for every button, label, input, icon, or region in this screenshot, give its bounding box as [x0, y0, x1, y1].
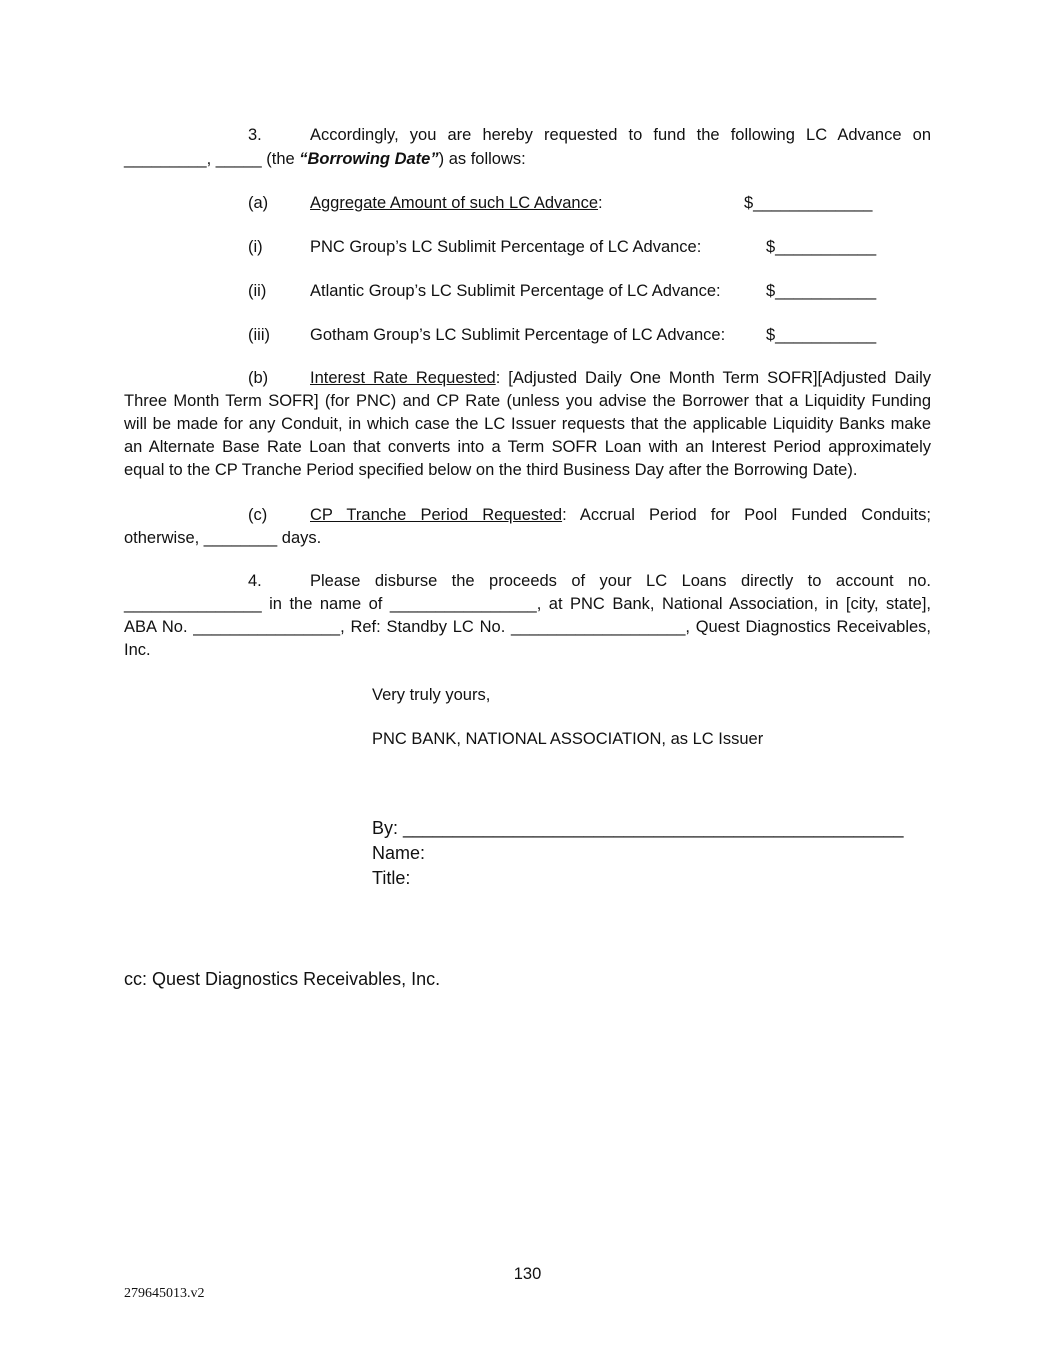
signature-by-line: By: __________________________________________________	[372, 818, 904, 838]
section-3-text: Accordingly, you are hereby requested to fund the following LC Advance on	[310, 126, 931, 144]
section-b-line-5: equal to the CP Tranche Period specified below on the third Business Day after the Borrowing Date).	[124, 461, 858, 479]
section-3-line-2: _________, _____ (the “Borrowing Date”) as follows:	[124, 150, 526, 168]
date-blank: _________, _____	[124, 150, 262, 168]
section-b-line-4: an Alternate Base Rate Loan that converts into a Term SOFR Loan with an Interest Period approximately	[124, 438, 931, 456]
section-c-heading: CP Tranche Period Requested	[310, 506, 563, 524]
section-4-line-4: Inc.	[124, 641, 151, 659]
section-4-line-2: _______________ in the name of ________________, at PNC Bank, National Association, in [city, state],	[124, 595, 931, 613]
section-b-heading: Interest Rate Requested	[310, 369, 496, 387]
section-c-label: (c)	[248, 506, 268, 524]
section-4-line-3: ABA No. ________________, Ref: Standby LC No. ___________________, Quest Diagnostics Receivables,	[124, 618, 931, 636]
item-a-label: (a)	[248, 194, 269, 212]
signature-title-line: Title:	[372, 868, 411, 888]
borrowing-date-term: “Borrowing Date”	[299, 150, 439, 168]
section-b-line-2: Three Month Term SOFR] (for PNC) and CP Rate (unless you advise the Borrower that a Liquidity Funding	[124, 392, 931, 410]
section-b-paragraph	[124, 367, 931, 482]
closing-signer: PNC BANK, NATIONAL ASSOCIATION, as LC Issuer	[372, 730, 764, 748]
item-iii-label: (iii)	[248, 326, 270, 344]
signature-name-line: Name:	[372, 843, 426, 863]
section-c-paragraph	[124, 504, 931, 550]
item-ii-label: (ii)	[248, 282, 267, 300]
cc-line: cc: Quest Diagnostics Receivables, Inc.	[124, 969, 441, 989]
section-3-number: 3.	[248, 126, 262, 144]
item-ii-text: Atlantic Group’s LC Sublimit Percentage of LC Advance:	[310, 282, 721, 300]
section-b-label: (b)	[248, 369, 269, 387]
item-iii-amount: $___________	[766, 326, 877, 344]
section-4-number: 4.	[248, 572, 262, 590]
item-i-amount: $___________	[766, 238, 877, 256]
section-b-line-1: (b) Interest Rate Requested: [Adjusted Daily One Month Term SOFR][Adjusted Daily	[124, 367, 931, 390]
section-4-line-1: 4. Please disburse the proceeds of your LC Loans directly to account no.	[124, 570, 931, 593]
item-i-text: PNC Group’s LC Sublimit Percentage of LC Advance:	[310, 238, 702, 256]
section-4-paragraph	[124, 570, 931, 662]
section-b-line-3: will be made for any Conduit, in which case the LC Issuer requests that the applicable Liquidity Banks make	[124, 415, 931, 433]
item-a-amount: $_____________	[744, 194, 873, 212]
section-c-line-1: (c) CP Tranche Period Requested: Accrual Period for Pool Funded Conduits;	[124, 504, 931, 527]
closing-salutation: Very truly yours,	[372, 686, 491, 704]
document-id: 279645013.v2	[124, 1286, 205, 1301]
section-3-line-1	[124, 124, 931, 147]
page-number: 130	[513, 1265, 542, 1283]
item-i-label: (i)	[248, 238, 263, 256]
item-ii-amount: $___________	[766, 282, 877, 300]
section-c-line-2: otherwise, ________ days.	[124, 529, 322, 547]
item-iii-text: Gotham Group’s LC Sublimit Percentage of LC Advance:	[310, 326, 726, 344]
item-a-text: Aggregate Amount of such LC Advance:	[310, 194, 603, 212]
